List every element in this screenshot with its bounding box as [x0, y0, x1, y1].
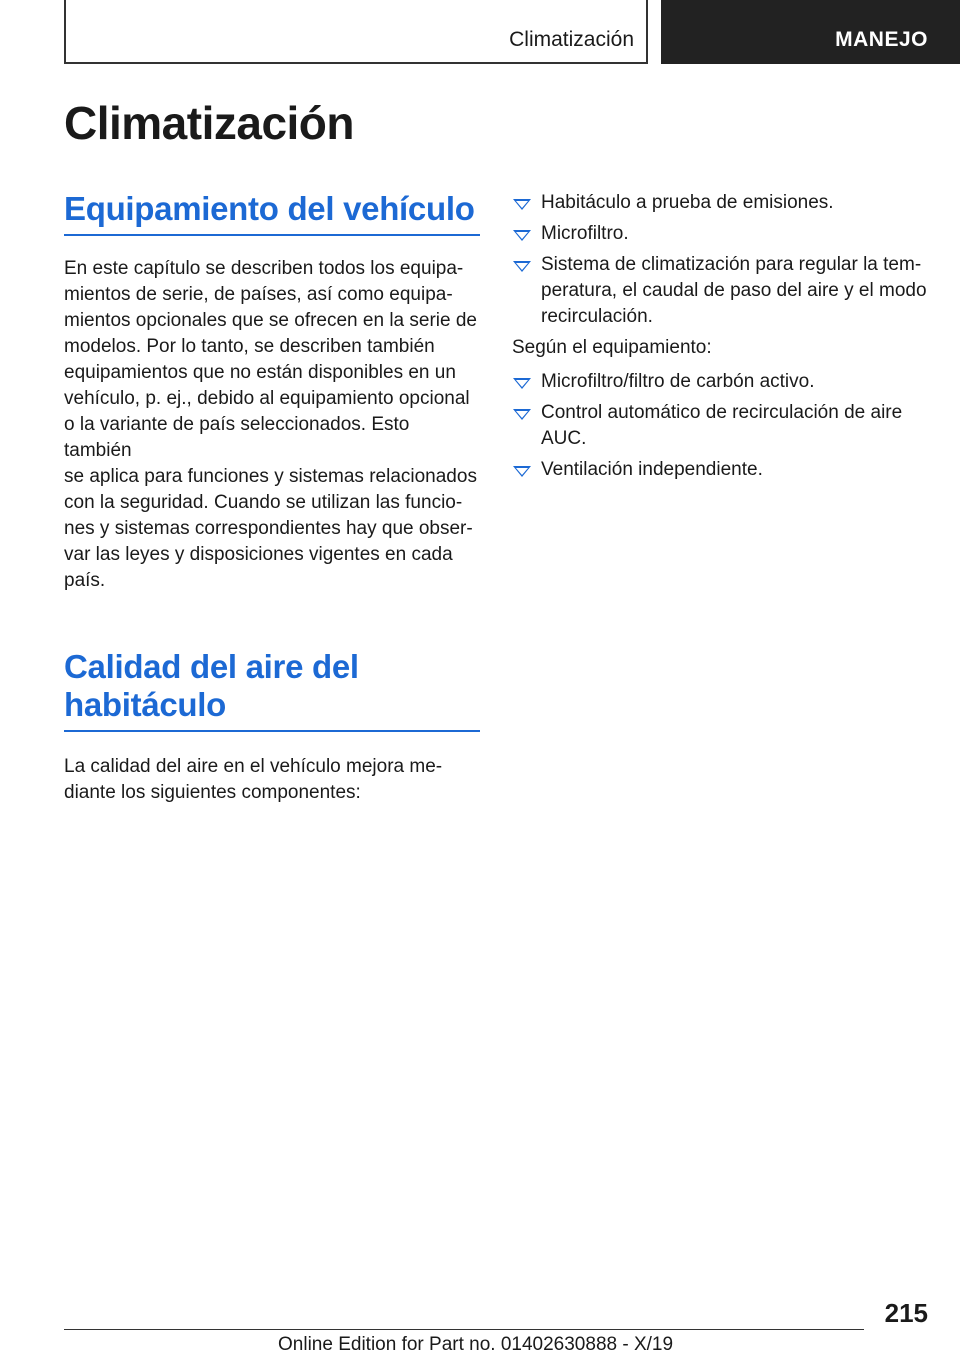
heading-line: Calidad del aire del [64, 648, 359, 685]
triangle-bullet-icon [513, 199, 531, 210]
header-section-title: Climatización [509, 28, 634, 51]
list-item-text: peratura, el caudal de paso del aire y el modo [541, 280, 927, 301]
paragraph-line: mientos opcionales que se ofrecen en la serie de [64, 310, 477, 331]
list-item [512, 369, 928, 395]
list-item-text: Control automático de recirculación de aire [541, 402, 903, 423]
list-item-text: AUC. [541, 428, 587, 449]
paragraph-line: vehículo, p. ej., debido al equipamiento opcional [64, 388, 470, 409]
paragraph-line: se aplica para funciones y sistemas relacionados [64, 466, 477, 487]
list-item-text: Microfiltro. [541, 223, 629, 244]
header-chapter-tab [661, 0, 960, 64]
paragraph-line: var las leyes y disposiciones vigentes en cada [64, 544, 453, 565]
heading-line: habitáculo [64, 686, 227, 723]
paragraph-line: La calidad del aire en el vehículo mejora me- [64, 756, 443, 777]
list-item-text: Ventilación independiente. [541, 459, 763, 480]
optional-equipment-list [512, 369, 928, 483]
paragraph-line: con la seguridad. Cuando se utilizan las funcio- [64, 492, 463, 513]
paragraph-line: o la variante de país seleccionados. Esto también [64, 414, 410, 461]
intro-paragraph [64, 256, 480, 594]
page-number: 215 [884, 1298, 928, 1328]
footer-divider [64, 1329, 864, 1330]
right-column [512, 190, 928, 488]
paragraph-line: mientos de serie, de países, así como equipa- [64, 284, 453, 305]
list-item [512, 400, 928, 452]
paragraph-line: modelos. Por lo tanto, se describen también [64, 336, 435, 357]
triangle-bullet-icon [513, 378, 531, 389]
paragraph-line: diante los siguientes componentes: [64, 782, 361, 803]
triangle-bullet-icon [513, 409, 531, 420]
header-chapter-label: MANEJO [835, 28, 928, 51]
header-section-tab [64, 0, 648, 64]
left-column [64, 190, 480, 806]
list-intro: Según el equipamiento: [512, 337, 712, 358]
section-heading-equipment: Equipamiento del vehículo [64, 190, 480, 236]
paragraph-line: país. [64, 570, 106, 591]
paragraph-line: En este capítulo se describen todos los equipa- [64, 258, 464, 279]
components-list [512, 190, 928, 330]
triangle-bullet-icon [513, 466, 531, 477]
page-title: Climatización [64, 97, 355, 149]
paragraph-line: equipamientos que no están disponibles en un [64, 362, 456, 383]
triangle-bullet-icon [513, 261, 531, 272]
list-item-text: Microfiltro/filtro de carbón activo. [541, 371, 815, 392]
list-item-text: Habitáculo a prueba de emisiones. [541, 192, 834, 213]
triangle-bullet-icon [513, 230, 531, 241]
list-item [512, 252, 928, 330]
air-quality-paragraph [64, 754, 480, 806]
footer-edition: Online Edition for Part no. 01402630888 - X/19 [278, 1334, 674, 1355]
list-item [512, 457, 928, 483]
list-item-text: recirculación. [541, 306, 653, 327]
paragraph-line: nes y sistemas correspondientes hay que obser- [64, 518, 473, 539]
section-heading-air-quality [64, 640, 480, 732]
list-item [512, 221, 928, 247]
list-item-text: Sistema de climatización para regular la tem- [541, 254, 922, 275]
list-item [512, 190, 928, 216]
